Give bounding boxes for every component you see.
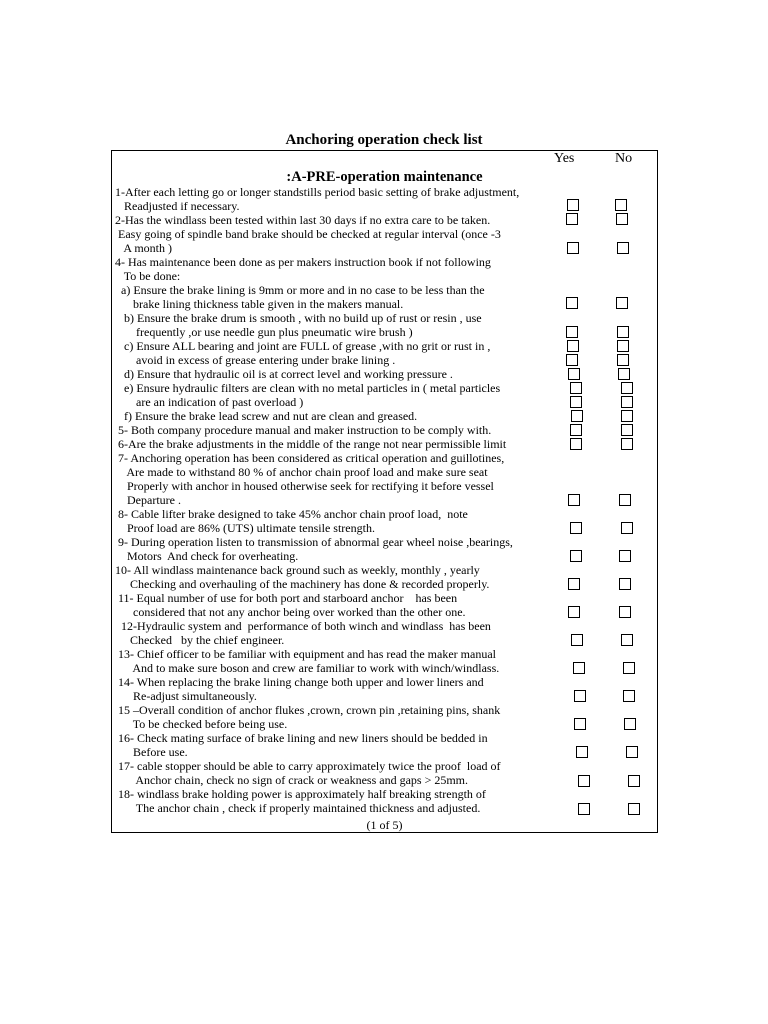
no-checkbox[interactable]: [628, 803, 640, 815]
checklist-item-text: 4- Has maintenance been done as per makers instruction book if not following: [115, 255, 491, 269]
checklist-item-text: Anchor chain, check no sign of crack or weakness and gaps > 25mm.: [115, 773, 469, 787]
yes-checkbox[interactable]: [570, 396, 582, 408]
no-checkbox[interactable]: [619, 578, 631, 590]
checklist-item-text: Easy going of spindle band brake should be checked at regular interval (once -3: [115, 227, 501, 241]
yes-checkbox[interactable]: [568, 578, 580, 590]
yes-checkbox[interactable]: [568, 606, 580, 618]
checklist-item-text: frequently ,or use needle gun plus pneumatic wire brush ): [115, 325, 413, 339]
yes-checkbox[interactable]: [566, 213, 578, 225]
no-checkbox[interactable]: [616, 213, 628, 225]
checklist-item-text: To be checked before being use.: [115, 717, 288, 731]
checklist-item-text: 5- Both company procedure manual and maker instruction to be comply with.: [115, 423, 492, 437]
checklist-item-text: f) Ensure the brake lead screw and nut are clean and greased.: [115, 409, 418, 423]
checklist-item-text: 16- Check mating surface of brake lining and new liners should be bedded in: [115, 731, 488, 745]
checklist-item-text: Checked by the chief engineer.: [115, 633, 285, 647]
yes-checkbox[interactable]: [570, 550, 582, 562]
checklist-item-text: 17- cable stopper should be able to carry approximately twice the proof load of: [115, 759, 501, 773]
checklist-item-text: avoid in excess of grease entering under brake lining .: [115, 353, 396, 367]
checklist-item-text: Re-adjust simultaneously.: [115, 689, 257, 703]
yes-checkbox[interactable]: [578, 803, 590, 815]
column-header-no: No: [615, 151, 633, 166]
checklist-item-text: Motors And check for overheating.: [115, 549, 299, 563]
yes-checkbox[interactable]: [574, 718, 586, 730]
no-checkbox[interactable]: [621, 382, 633, 394]
checklist-item-text: 10- All windlass maintenance back ground such as weekly, monthly , yearly: [115, 563, 480, 577]
yes-checkbox[interactable]: [566, 297, 578, 309]
yes-checkbox[interactable]: [567, 242, 579, 254]
checklist-item-text: e) Ensure hydraulic filters are clean with no metal particles in ( metal particles: [115, 381, 501, 395]
checklist-item-text: 9- During operation listen to transmission of abnormal gear wheel noise ,bearings,: [115, 535, 513, 549]
no-checkbox[interactable]: [617, 354, 629, 366]
page-title: Anchoring operation check list: [285, 132, 483, 148]
no-checkbox[interactable]: [621, 410, 633, 422]
checklist-item-text: 11- Equal number of use for both port and starboard anchor has been: [115, 591, 458, 605]
no-checkbox[interactable]: [615, 199, 627, 211]
yes-checkbox[interactable]: [570, 522, 582, 534]
no-checkbox[interactable]: [619, 494, 631, 506]
checklist-item-text: 13- Chief officer to be familiar with equipment and has read the maker manual: [115, 647, 496, 661]
yes-checkbox[interactable]: [570, 382, 582, 394]
checklist-item-text: 7- Anchoring operation has been considered as critical operation and guillotines,: [115, 451, 505, 465]
no-checkbox[interactable]: [623, 662, 635, 674]
checklist-item-text: 15 –Overall condition of anchor flukes ,crown, crown pin ,retaining pins, shank: [115, 703, 501, 717]
checklist-item-text: d) Ensure that hydraulic oil is at correct level and working pressure .: [115, 367, 453, 381]
yes-checkbox[interactable]: [570, 424, 582, 436]
no-checkbox[interactable]: [619, 550, 631, 562]
checklist-item-text: 6-Are the brake adjustments in the middle of the range not near permissible limit: [115, 437, 507, 451]
checklist-item-text: 14- When replacing the brake lining change both upper and lower liners and: [115, 675, 484, 689]
no-checkbox[interactable]: [621, 634, 633, 646]
no-checkbox[interactable]: [616, 297, 628, 309]
no-checkbox[interactable]: [621, 424, 633, 436]
checklist-item-text: And to make sure boson and crew are familiar to work with winch/windlass.: [115, 661, 500, 675]
yes-checkbox[interactable]: [578, 775, 590, 787]
no-checkbox[interactable]: [628, 775, 640, 787]
yes-checkbox[interactable]: [570, 438, 582, 450]
column-header-yes: Yes: [554, 151, 575, 166]
yes-checkbox[interactable]: [573, 662, 585, 674]
no-checkbox[interactable]: [621, 522, 633, 534]
checklist-item-text: brake lining thickness table given in the makers manual.: [115, 297, 404, 311]
checklist-item-text: b) Ensure the brake drum is smooth , with no build up of rust or resin , use: [115, 311, 482, 325]
yes-checkbox[interactable]: [576, 746, 588, 758]
no-checkbox[interactable]: [617, 326, 629, 338]
checklist-item-text: c) Ensure ALL bearing and joint are FULL of grease ,with no grit or rust in ,: [115, 339, 491, 353]
no-checkbox[interactable]: [617, 340, 629, 352]
checklist-item-text: Proof load are 86% (UTS) ultimate tensile strength.: [115, 521, 375, 535]
checklist-item-text: considered that not any anchor being over worked than the other one.: [115, 605, 466, 619]
no-checkbox[interactable]: [621, 396, 633, 408]
checklist-item-text: 1-After each letting go or longer standstills period basic setting of brake adjustment,: [115, 185, 520, 199]
checklist-item-text: a) Ensure the brake lining is 9mm or more and in no case to be less than the: [115, 283, 485, 297]
no-checkbox[interactable]: [617, 242, 629, 254]
no-checkbox[interactable]: [624, 718, 636, 730]
yes-checkbox[interactable]: [567, 340, 579, 352]
yes-checkbox[interactable]: [571, 634, 583, 646]
no-checkbox[interactable]: [618, 368, 630, 380]
checklist-item-text: Checking and overhauling of the machinery has done & recorded properly.: [115, 577, 490, 591]
no-checkbox[interactable]: [626, 746, 638, 758]
checklist-item-text: 12-Hydraulic system and performance of both winch and windlass has been: [115, 619, 491, 633]
checklist-item-text: Before use.: [115, 745, 188, 759]
yes-checkbox[interactable]: [567, 199, 579, 211]
checklist-item-text: Properly with anchor in housed otherwise seek for rectifying it before vessel: [115, 479, 494, 493]
checklist-item-text: 2-Has the windlass been tested within last 30 days if no extra care to be taken.: [115, 213, 491, 227]
checklist-item-text: 18- windlass brake holding power is approximately half breaking strength of: [115, 787, 486, 801]
checklist-item-text: Are made to withstand 80 % of anchor chain proof load and make sure seat: [115, 465, 488, 479]
yes-checkbox[interactable]: [568, 494, 580, 506]
checklist-item-text: The anchor chain , check if properly maintained thickness and adjusted.: [115, 801, 481, 815]
checklist-item-text: A month ): [115, 241, 173, 255]
checklist-item-text: are an indication of past overload ): [115, 395, 304, 409]
no-checkbox[interactable]: [621, 438, 633, 450]
checklist-item-text: 8- Cable lifter brake designed to take 45% anchor chain proof load, note: [115, 507, 468, 521]
yes-checkbox[interactable]: [574, 690, 586, 702]
yes-checkbox[interactable]: [566, 354, 578, 366]
checklist-item-text: Readjusted if necessary.: [115, 199, 240, 213]
yes-checkbox[interactable]: [566, 326, 578, 338]
yes-checkbox[interactable]: [571, 410, 583, 422]
no-checkbox[interactable]: [623, 690, 635, 702]
no-checkbox[interactable]: [619, 606, 631, 618]
checklist-item-text: Departure .: [115, 493, 181, 507]
yes-checkbox[interactable]: [568, 368, 580, 380]
checklist-item-text: To be done:: [115, 269, 181, 283]
section-heading: :A-PRE-operation maintenance: [286, 169, 483, 185]
page-footer: (1 of 5): [366, 818, 403, 832]
